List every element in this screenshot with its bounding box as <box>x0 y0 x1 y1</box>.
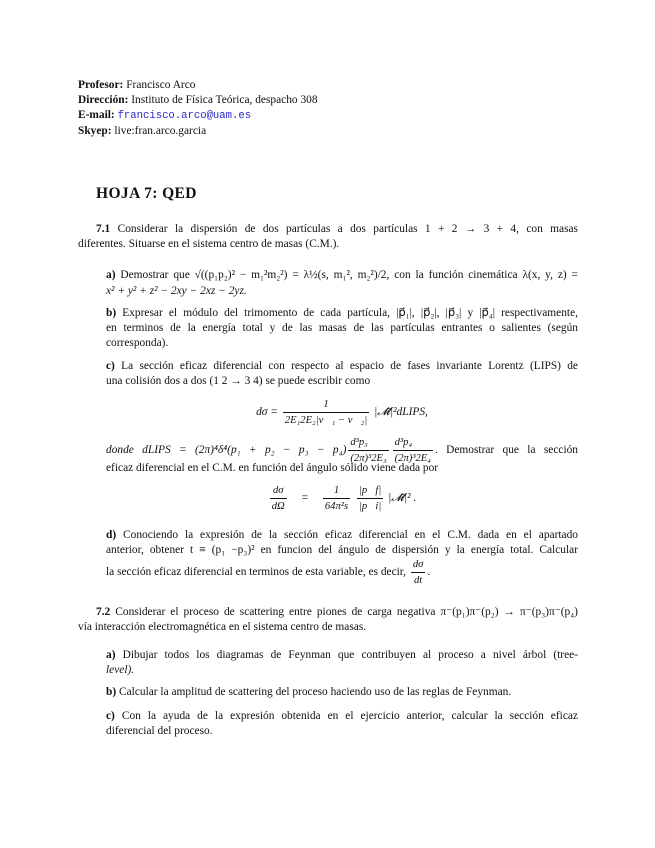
email-link[interactable]: francisco.arco@uam.es <box>117 110 252 122</box>
eq2-equals: = <box>301 492 309 505</box>
email-line <box>78 108 578 124</box>
ex71-b-text1: Expresar el módulo del trimomento de cada partícula, |p⃗₁|, |p⃗₂|, |p⃗₃| y |p⃗₄| respectivamente, <box>122 307 578 319</box>
ex72-b-label: b) <box>106 686 117 698</box>
skype-value: live:fran.arco.garcia <box>114 125 207 137</box>
ex72-intro-text1: Considerar el proceso de scattering entre piones de carga negativa π⁻(p₁)π⁻(p₂) → π⁻(p₃)π⁻(p₄) <box>115 606 578 618</box>
eq2-fraction-2 <box>357 484 383 513</box>
ex72-c-text1: Con la ayuda de la expresión obtenida en el ejercicio anterior, calcular la sección eficaz <box>121 710 578 722</box>
ex71-c-line1 <box>106 359 578 374</box>
eq2-f2-num: |p⃗f| <box>357 484 383 499</box>
eq2-rhs: |𝓜̄|² . <box>388 492 417 505</box>
dsigma-dt-den: dt <box>413 575 423 586</box>
eq1-lhs: dσ = <box>256 406 278 419</box>
ex71-intro-text1: Considerar la dispersión de dos partículas a dos partículas 1 + 2 → 3 + 4, con masas <box>117 223 578 235</box>
eq1-numerator: 1 <box>283 398 369 413</box>
dlips-f2-den: (2π)³2E₄ <box>394 453 431 464</box>
ex71-c-line4: eficaz diferencial en el C.M. en función del ángulo sólido viene dada por <box>106 462 439 474</box>
eq2-f2-den: |p⃗i| <box>358 501 382 512</box>
profesor-label: Profesor: <box>78 79 124 91</box>
direccion-value: Instituto de Física Teórica, despacho 308 <box>131 94 318 106</box>
ex71-intro-line1 <box>78 222 578 237</box>
skype-label: Skyep: <box>78 125 112 137</box>
ex71-d-end: . <box>427 566 431 579</box>
ex71-c-text1: La sección eficaz diferencial con respecto al espacio de fases invariante Lorentz (LIPS) de <box>121 360 578 372</box>
equation-cross-section-lips <box>106 398 578 427</box>
ex71-c-line2: una colisión dos a dos (1 2 → 3 4) se puede escribir como <box>106 375 371 387</box>
ex71-b-line3: corresponda). <box>106 337 169 349</box>
eq2-lhs-den: dΩ <box>271 501 285 512</box>
contact-block <box>78 78 578 139</box>
ex71-d-line2: anterior, obtener t ≡ (p₁ −p₃)² en funcion del ángulo de dispersión y la energía total. Calcular <box>106 544 578 556</box>
ex71-d-text3: la sección eficaz diferencial en terminos de esta variable, es decir, <box>106 566 406 579</box>
profesor-value: Francisco Arco <box>126 79 196 91</box>
eq1-denominator: 2E₁2E₂|v⃗₁ − v⃗₂| <box>284 415 368 426</box>
direccion-label: Dirección: <box>78 94 129 106</box>
ex71-d-label: d) <box>106 529 117 541</box>
eq1-fraction <box>283 398 369 427</box>
equation-cross-section-solid-angle <box>106 484 578 513</box>
ex71-intro-line2: diferentes. Situarse en el sistema centro de masas (C.M.). <box>78 238 340 250</box>
ex72-intro-line2: vía interacción electromagnética en el sistema centro de masas. <box>78 621 367 633</box>
eq2-fraction-1 <box>323 484 350 513</box>
email-label: E-mail: <box>78 109 115 121</box>
direccion-line <box>78 93 578 108</box>
ex72-intro-line1 <box>78 605 578 620</box>
page-title: HOJA 7: QED <box>96 185 197 202</box>
ex71-b-line2: en terminos de la energía total y de las masas de las partículas entrantes o salientes (según <box>106 322 578 334</box>
ex71-c-label: c) <box>106 360 115 372</box>
ex71-b-label: b) <box>106 307 117 319</box>
ex72-a-text1: Dibujar todos los diagramas de Feynman que contribuyen al proceso a nivel árbol (tree- <box>122 649 578 661</box>
ex72-a-label: a) <box>106 649 116 661</box>
ex71-d-line1 <box>106 528 578 543</box>
dlips-definition: donde dLIPS = (2π)⁴δ⁴(p₁ + p₂ − p₃ − p₄) <box>106 444 347 457</box>
ex71-a-text1: Demostrar que √((p₁p₂)² − m₁²m₂²) = λ½(s, m₁², m₂²)/2, con la función cinemática λ(x, y, z) = <box>120 269 578 281</box>
eq2-f1-den: 64π²s <box>324 501 349 512</box>
dlips-f2-num: d³p₄ <box>393 436 433 451</box>
ex72-b-line1 <box>106 685 578 700</box>
ex71-d-text1: Conociendo la expresión de la sección eficaz diferencial en el C.M. dada en el apartado <box>123 529 578 541</box>
dlips-post: . Demostrar que la sección <box>434 444 578 457</box>
ex72-number: 7.2 <box>96 606 111 618</box>
ex71-number: 7.1 <box>96 223 111 235</box>
ex72-a-line2: level). <box>106 664 135 676</box>
eq2-lhs-num: dσ <box>270 484 287 499</box>
ex71-b-line1 <box>106 306 578 321</box>
profesor-line <box>78 78 578 93</box>
dsigma-dt-num: dσ <box>411 558 426 573</box>
ex71-a-line2: x² + y² + z² − 2xy − 2xz − 2yz. <box>106 285 247 297</box>
eq1-rhs: |𝓜̄|²dLIPS, <box>374 406 428 419</box>
dlips-f1-den: (2π)³2E₃ <box>350 453 387 464</box>
ex72-b-text1: Calcular la amplitud de scattering del proceso haciendo uso de las reglas de Feynman. <box>119 686 512 698</box>
ex71-a-label: a) <box>106 269 116 281</box>
dsigma-dt-fraction <box>411 558 426 587</box>
ex72-c-line1 <box>106 709 578 724</box>
skype-line <box>78 124 578 139</box>
eq2-f1-num: 1 <box>323 484 350 499</box>
eq2-lhs-fraction <box>270 484 287 513</box>
ex72-c-line2: diferencial del proceso. <box>106 725 213 737</box>
ex72-c-label: c) <box>106 710 115 722</box>
ex71-a-line1 <box>106 268 578 283</box>
ex71-d-line3 <box>106 558 578 587</box>
dlips-f1-num: d³p₃ <box>348 436 388 451</box>
ex72-a-line1 <box>106 648 578 663</box>
